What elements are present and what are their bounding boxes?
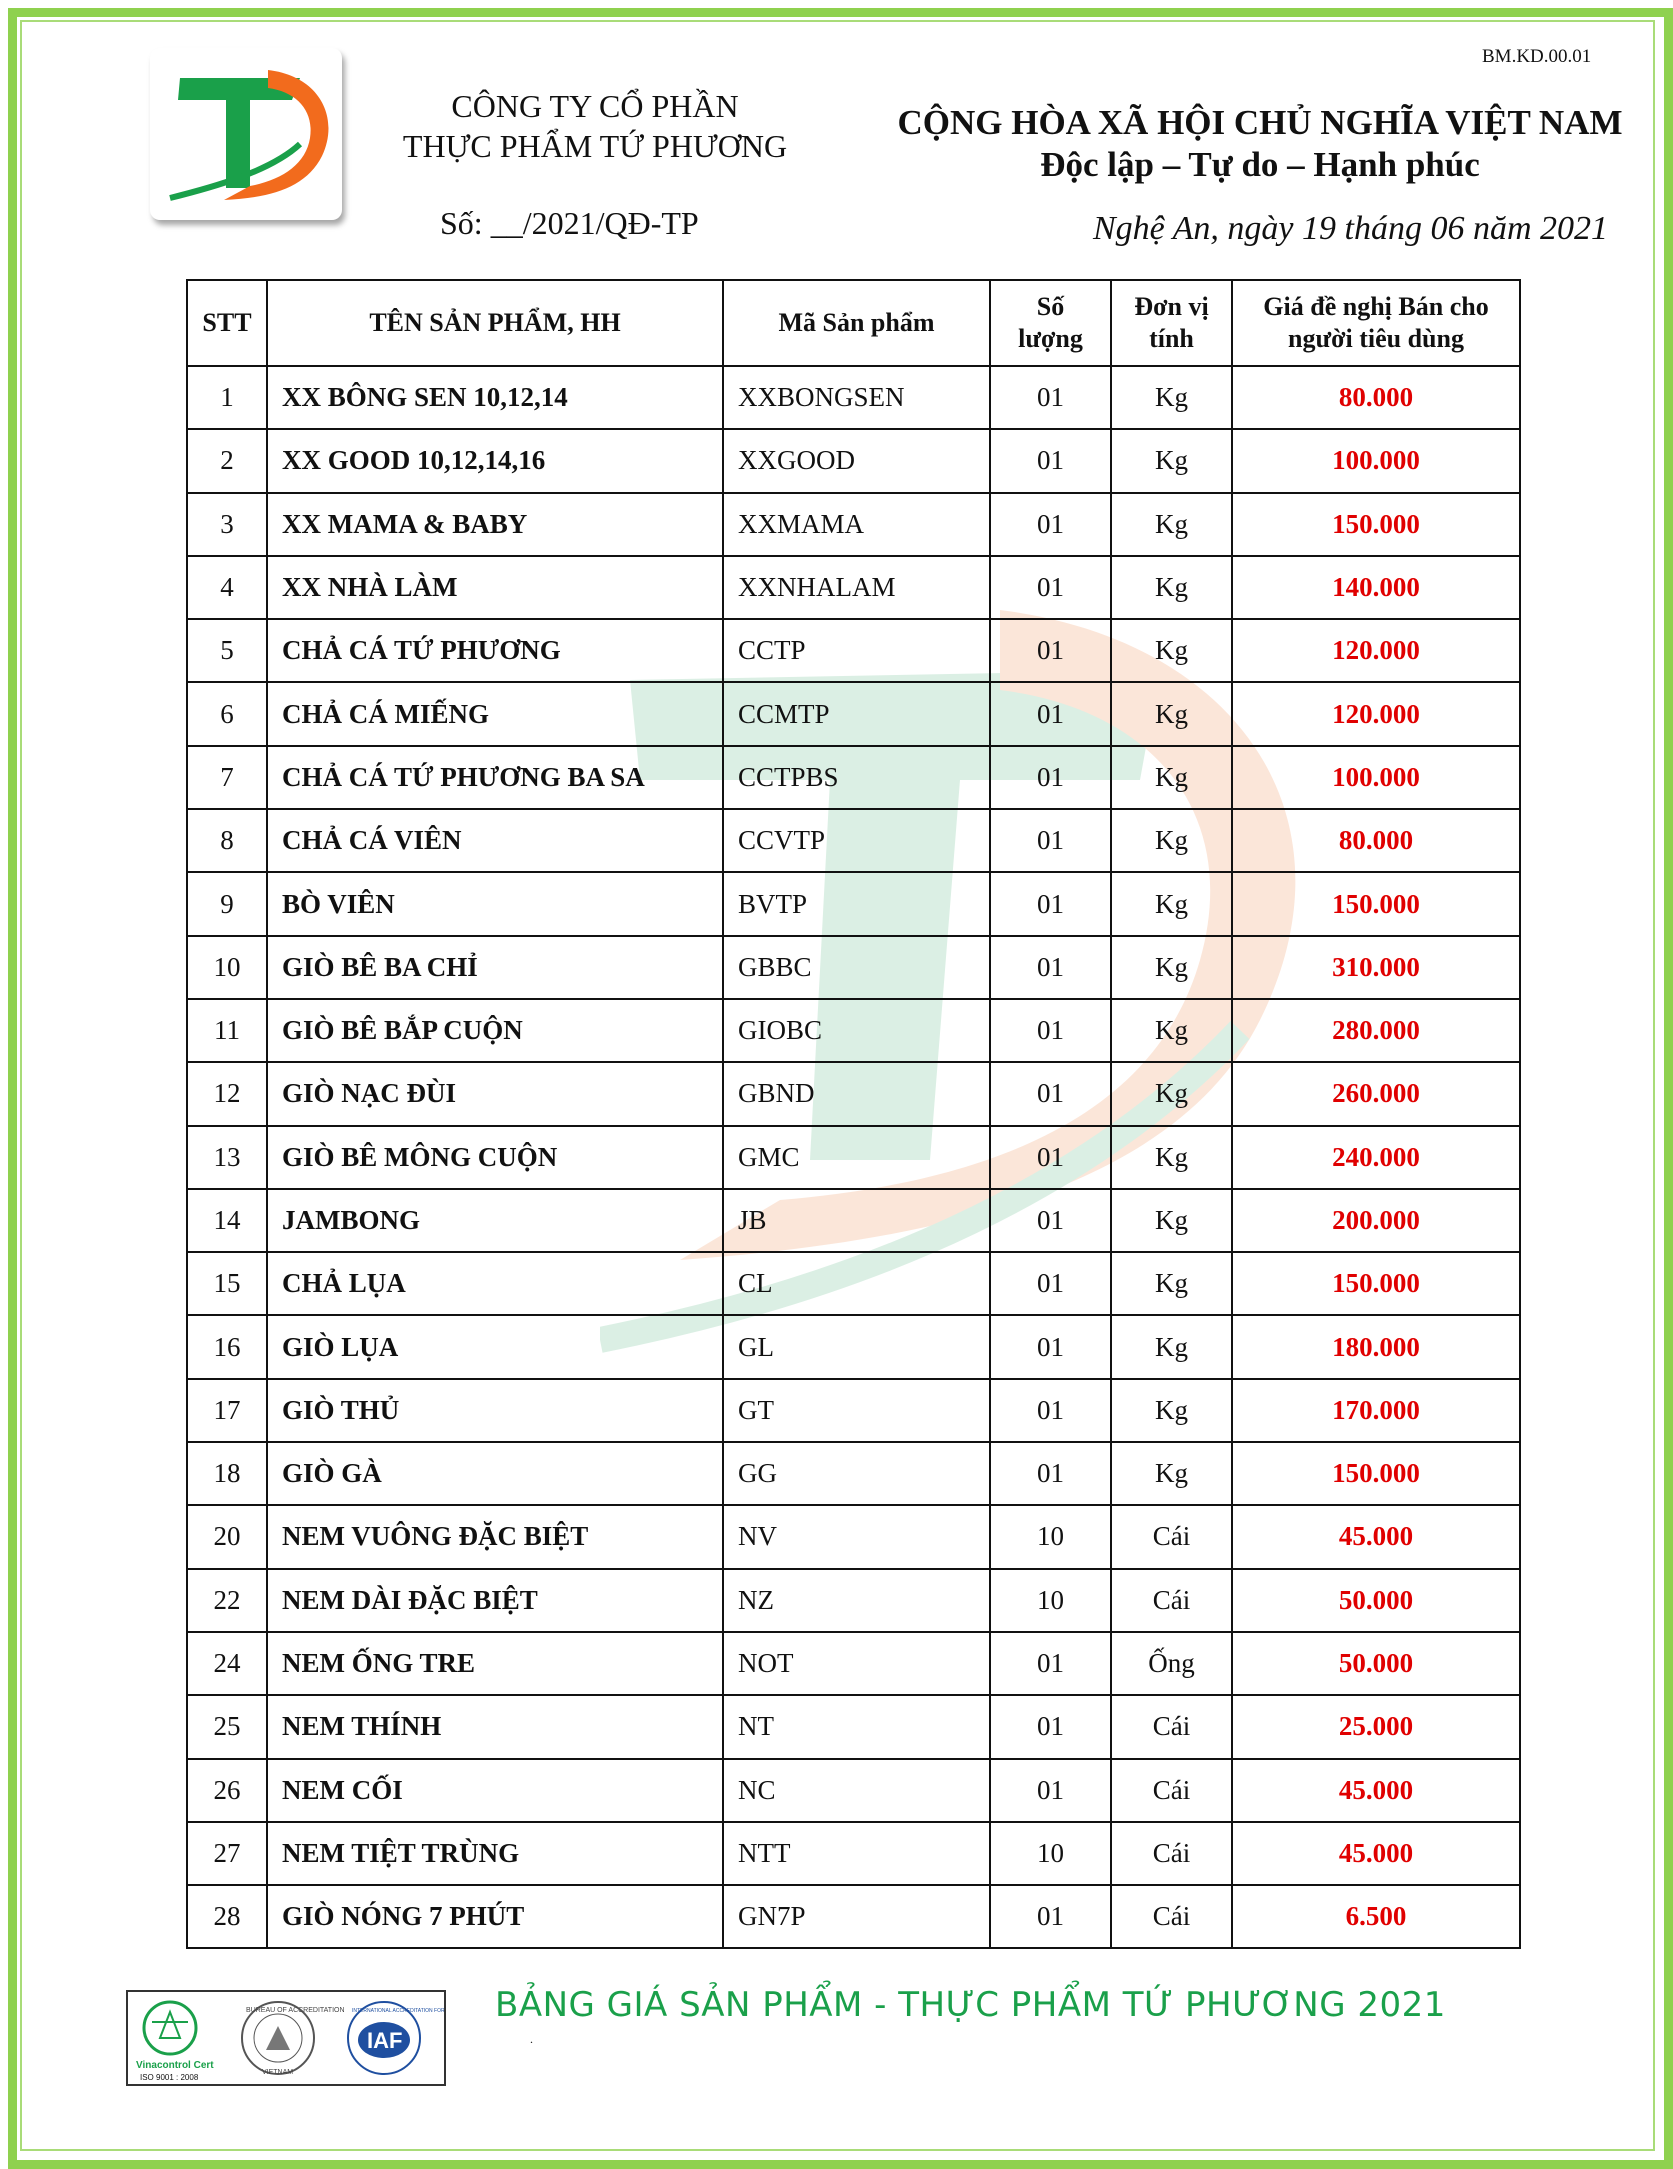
cell-name: CHẢ CÁ TỨ PHƯƠNG BA SA xyxy=(267,746,723,809)
cell-qty: 01 xyxy=(990,556,1111,619)
company-logo xyxy=(150,48,342,220)
cell-qty: 01 xyxy=(990,1695,1111,1758)
table-row xyxy=(187,1379,1520,1442)
cell-code: JB xyxy=(723,1189,990,1252)
cell-price: 150.000 xyxy=(1232,1442,1520,1505)
cell-price: 80.000 xyxy=(1232,809,1520,872)
vinacontrol-logo xyxy=(144,2002,196,2054)
cell-price: 150.000 xyxy=(1232,872,1520,935)
cell-code: CL xyxy=(723,1252,990,1315)
cell-price: 45.000 xyxy=(1232,1822,1520,1885)
cell-qty: 10 xyxy=(990,1569,1111,1632)
cell-name: NEM ỐNG TRE xyxy=(267,1632,723,1695)
cell-stt: 8 xyxy=(187,809,267,872)
cell-unit: Kg xyxy=(1111,999,1232,1062)
cell-code: XXMAMA xyxy=(723,493,990,556)
cell-name: JAMBONG xyxy=(267,1189,723,1252)
cert-vinacontrol-text: Vinacontrol Cert xyxy=(136,2060,214,2071)
table-row xyxy=(187,1695,1520,1758)
table-body xyxy=(187,366,1520,1948)
cell-unit: Kg xyxy=(1111,1379,1232,1442)
table-row xyxy=(187,872,1520,935)
cell-name: XX BÔNG SEN 10,12,14 xyxy=(267,366,723,429)
cell-stt: 11 xyxy=(187,999,267,1062)
cell-code: GBND xyxy=(723,1062,990,1125)
cell-unit: Cái xyxy=(1111,1822,1232,1885)
cell-stt: 26 xyxy=(187,1759,267,1822)
cell-name: BÒ VIÊN xyxy=(267,872,723,935)
cell-name: CHẢ CÁ TỨ PHƯƠNG xyxy=(267,619,723,682)
cell-name: XX GOOD 10,12,14,16 xyxy=(267,429,723,492)
cell-name: GIÒ NÓNG 7 PHÚT xyxy=(267,1885,723,1948)
cell-stt: 14 xyxy=(187,1189,267,1252)
header-unit xyxy=(1111,280,1232,366)
cell-qty: 01 xyxy=(990,1062,1111,1125)
table-row xyxy=(187,1885,1520,1948)
certification-logos xyxy=(126,1990,446,2086)
cell-qty: 01 xyxy=(990,1252,1111,1315)
cell-stt: 3 xyxy=(187,493,267,556)
cell-name: GIÒ GÀ xyxy=(267,1442,723,1505)
cell-code: GMC xyxy=(723,1126,990,1189)
table-row xyxy=(187,746,1520,809)
cell-unit: Kg xyxy=(1111,809,1232,872)
cell-qty: 01 xyxy=(990,1315,1111,1378)
cell-unit: Cái xyxy=(1111,1759,1232,1822)
cell-name: CHẢ LỤA xyxy=(267,1252,723,1315)
cell-code: XXGOOD xyxy=(723,429,990,492)
cell-code: NC xyxy=(723,1759,990,1822)
cell-name: NEM VUÔNG ĐẶC BIỆT xyxy=(267,1505,723,1568)
cert-boa-text: BUREAU OF ACCREDITATION xyxy=(246,2007,345,2014)
table-row xyxy=(187,936,1520,999)
nation-line2: Độc lập – Tự do – Hạnh phúc xyxy=(1040,145,1480,184)
cell-unit: Kg xyxy=(1111,682,1232,745)
cell-name: XX MAMA & BABY xyxy=(267,493,723,556)
cell-qty: 01 xyxy=(990,366,1111,429)
footer-dot: . xyxy=(530,2032,533,2046)
cell-unit: Cái xyxy=(1111,1695,1232,1758)
table-row xyxy=(187,682,1520,745)
cell-price: 310.000 xyxy=(1232,936,1520,999)
cell-unit: Ống xyxy=(1111,1632,1232,1695)
cell-price: 80.000 xyxy=(1232,366,1520,429)
cell-unit: Cái xyxy=(1111,1505,1232,1568)
cell-stt: 24 xyxy=(187,1632,267,1695)
cell-price: 25.000 xyxy=(1232,1695,1520,1758)
cell-stt: 6 xyxy=(187,682,267,745)
cell-code: CCTPBS xyxy=(723,746,990,809)
cell-qty: 01 xyxy=(990,1126,1111,1189)
cell-name: NEM TIỆT TRÙNG xyxy=(267,1822,723,1885)
cell-qty: 01 xyxy=(990,1442,1111,1505)
cell-name: GIÒ NẠC ĐÙI xyxy=(267,1062,723,1125)
cell-code: NV xyxy=(723,1505,990,1568)
cell-stt: 15 xyxy=(187,1252,267,1315)
cell-code: NZ xyxy=(723,1569,990,1632)
cell-price: 50.000 xyxy=(1232,1632,1520,1695)
cell-name: GIÒ LỤA xyxy=(267,1315,723,1378)
cell-unit: Kg xyxy=(1111,746,1232,809)
table-row xyxy=(187,1315,1520,1378)
table-row xyxy=(187,1062,1520,1125)
cell-unit: Kg xyxy=(1111,1442,1232,1505)
cell-unit: Kg xyxy=(1111,1062,1232,1125)
cell-qty: 01 xyxy=(990,1759,1111,1822)
cell-unit: Kg xyxy=(1111,1126,1232,1189)
price-table xyxy=(186,279,1521,1949)
cell-qty: 01 xyxy=(990,429,1111,492)
table-header-row xyxy=(187,280,1520,366)
cell-unit: Cái xyxy=(1111,1569,1232,1632)
cell-qty: 01 xyxy=(990,619,1111,682)
cell-stt: 4 xyxy=(187,556,267,619)
cell-stt: 12 xyxy=(187,1062,267,1125)
cert-iaf-text: IAF xyxy=(367,2028,403,2053)
cell-price: 200.000 xyxy=(1232,1189,1520,1252)
cell-stt: 5 xyxy=(187,619,267,682)
cell-name: NEM DÀI ĐẶC BIỆT xyxy=(267,1569,723,1632)
cell-qty: 01 xyxy=(990,1379,1111,1442)
table-row xyxy=(187,1759,1520,1822)
cell-price: 6.500 xyxy=(1232,1885,1520,1948)
cell-unit: Cái xyxy=(1111,1885,1232,1948)
cell-name: GIÒ BÊ BẮP CUỘN xyxy=(267,999,723,1062)
cell-stt: 7 xyxy=(187,746,267,809)
cell-qty: 01 xyxy=(990,999,1111,1062)
cell-name: GIÒ BÊ BA CHỈ xyxy=(267,936,723,999)
cert-iso-text: ISO 9001 : 2008 xyxy=(140,2073,199,2082)
cell-price: 240.000 xyxy=(1232,1126,1520,1189)
cell-stt: 16 xyxy=(187,1315,267,1378)
cell-unit: Kg xyxy=(1111,936,1232,999)
cell-code: XXNHALAM xyxy=(723,556,990,619)
nation-line1: CỘNG HÒA XÃ HỘI CHỦ NGHĨA VIỆT NAM xyxy=(897,103,1623,142)
cell-unit: Kg xyxy=(1111,872,1232,935)
cell-name: CHẢ CÁ VIÊN xyxy=(267,809,723,872)
cell-stt: 13 xyxy=(187,1126,267,1189)
cell-price: 100.000 xyxy=(1232,429,1520,492)
cell-stt: 1 xyxy=(187,366,267,429)
cell-code: XXBONGSEN xyxy=(723,366,990,429)
cell-qty: 10 xyxy=(990,1822,1111,1885)
cell-stt: 9 xyxy=(187,872,267,935)
company-line1: CÔNG TY CỔ PHẦN xyxy=(451,88,739,124)
cell-code: GIOBC xyxy=(723,999,990,1062)
cell-price: 45.000 xyxy=(1232,1505,1520,1568)
table-row xyxy=(187,366,1520,429)
cell-qty: 01 xyxy=(990,1189,1111,1252)
cell-code: CCMTP xyxy=(723,682,990,745)
cell-unit: Kg xyxy=(1111,366,1232,429)
cell-qty: 01 xyxy=(990,1632,1111,1695)
cell-price: 150.000 xyxy=(1232,1252,1520,1315)
cell-price: 50.000 xyxy=(1232,1569,1520,1632)
table-row xyxy=(187,1126,1520,1189)
cell-code: NT xyxy=(723,1695,990,1758)
cell-code: CCTP xyxy=(723,619,990,682)
cell-code: BVTP xyxy=(723,872,990,935)
footer-title: BẢNG GIÁ SẢN PHẨM - THỰC PHẨM TỨ PHƯƠNG 2021 xyxy=(495,1985,1446,2025)
cell-unit: Kg xyxy=(1111,1252,1232,1315)
cell-unit: Kg xyxy=(1111,619,1232,682)
cell-code: GN7P xyxy=(723,1885,990,1948)
cell-price: 150.000 xyxy=(1232,493,1520,556)
table-row xyxy=(187,1632,1520,1695)
cell-stt: 17 xyxy=(187,1379,267,1442)
cell-price: 260.000 xyxy=(1232,1062,1520,1125)
cell-qty: 01 xyxy=(990,809,1111,872)
national-motto xyxy=(890,102,1630,186)
cell-price: 140.000 xyxy=(1232,556,1520,619)
cell-qty: 01 xyxy=(990,1885,1111,1948)
cell-price: 45.000 xyxy=(1232,1759,1520,1822)
cell-price: 100.000 xyxy=(1232,746,1520,809)
cell-stt: 22 xyxy=(187,1569,267,1632)
table-row xyxy=(187,999,1520,1062)
cell-name: XX NHÀ LÀM xyxy=(267,556,723,619)
cell-stt: 18 xyxy=(187,1442,267,1505)
cell-stt: 27 xyxy=(187,1822,267,1885)
cell-qty: 01 xyxy=(990,493,1111,556)
cell-stt: 25 xyxy=(187,1695,267,1758)
cell-unit: Kg xyxy=(1111,1315,1232,1378)
table-row xyxy=(187,1505,1520,1568)
header-code: Mã Sản phẩm xyxy=(723,280,990,366)
cert-iaf-ring: INTERNATIONAL ACCREDITATION FORUM xyxy=(352,2008,444,2014)
table-row xyxy=(187,1189,1520,1252)
header-unit-line1: Đơn vị xyxy=(1134,292,1209,321)
cell-stt: 28 xyxy=(187,1885,267,1948)
cell-code: CCVTP xyxy=(723,809,990,872)
cell-qty: 10 xyxy=(990,1505,1111,1568)
table-row xyxy=(187,1252,1520,1315)
cell-name: GIÒ BÊ MÔNG CUỘN xyxy=(267,1126,723,1189)
header-price xyxy=(1232,280,1520,366)
cell-name: NEM THÍNH xyxy=(267,1695,723,1758)
form-code: BM.KD.00.01 xyxy=(1482,46,1592,67)
cell-price: 280.000 xyxy=(1232,999,1520,1062)
table-row xyxy=(187,493,1520,556)
header-name: TÊN SẢN PHẨM, HH xyxy=(267,280,723,366)
table-row xyxy=(187,1822,1520,1885)
header-qty-line1: Số xyxy=(1036,292,1065,321)
cell-code: GBBC xyxy=(723,936,990,999)
cell-unit: Kg xyxy=(1111,556,1232,619)
cell-qty: 01 xyxy=(990,682,1111,745)
cell-qty: 01 xyxy=(990,936,1111,999)
table-row xyxy=(187,1569,1520,1632)
cell-code: GG xyxy=(723,1442,990,1505)
table-row xyxy=(187,556,1520,619)
header-unit-line2: tính xyxy=(1149,324,1194,353)
header-qty xyxy=(990,280,1111,366)
cell-price: 170.000 xyxy=(1232,1379,1520,1442)
cell-code: GT xyxy=(723,1379,990,1442)
table-row xyxy=(187,809,1520,872)
cell-stt: 20 xyxy=(187,1505,267,1568)
cell-code: GL xyxy=(723,1315,990,1378)
cell-code: NTT xyxy=(723,1822,990,1885)
table-row xyxy=(187,619,1520,682)
header-price-line1: Giá đề nghị Bán cho xyxy=(1263,292,1489,321)
cell-qty: 01 xyxy=(990,746,1111,809)
header-qty-line2: lượng xyxy=(1018,324,1083,353)
cell-code: NOT xyxy=(723,1632,990,1695)
table-row xyxy=(187,429,1520,492)
cell-stt: 10 xyxy=(187,936,267,999)
document-number: Số: __/2021/QĐ-TP xyxy=(440,205,699,241)
cert-boa-country: VIETNAM xyxy=(262,2069,294,2076)
cell-unit: Kg xyxy=(1111,429,1232,492)
cell-price: 120.000 xyxy=(1232,619,1520,682)
header-stt: STT xyxy=(187,280,267,366)
document-date: Nghệ An, ngày 19 tháng 06 năm 2021 xyxy=(1092,210,1608,247)
cell-unit: Kg xyxy=(1111,1189,1232,1252)
cell-price: 180.000 xyxy=(1232,1315,1520,1378)
cell-stt: 2 xyxy=(187,429,267,492)
cell-unit: Kg xyxy=(1111,493,1232,556)
cell-qty: 01 xyxy=(990,872,1111,935)
cell-price: 120.000 xyxy=(1232,682,1520,745)
header-price-line2: người tiêu dùng xyxy=(1288,324,1464,353)
cell-name: CHẢ CÁ MIẾNG xyxy=(267,682,723,745)
cell-name: GIÒ THỦ xyxy=(267,1379,723,1442)
company-line2: THỰC PHẨM TỨ PHƯƠNG xyxy=(402,128,788,164)
cell-name: NEM CỐI xyxy=(267,1759,723,1822)
table-row xyxy=(187,1442,1520,1505)
company-name xyxy=(360,86,830,166)
